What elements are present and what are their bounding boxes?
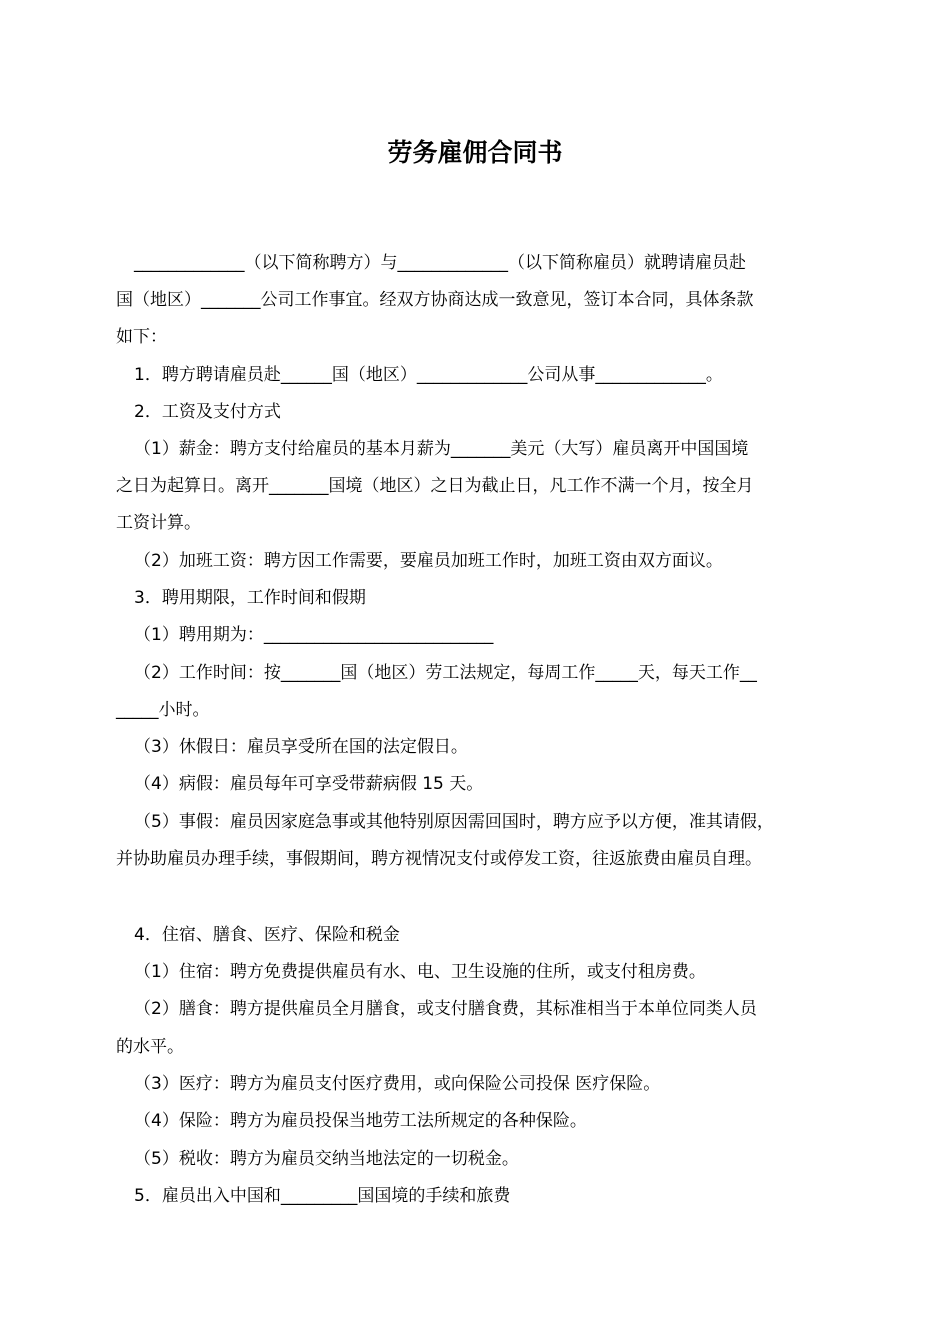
- clause-3-heading: 3．聘用期限，工作时间和假期: [134, 588, 366, 608]
- clause-1: 1．聘方聘请雇员赴______国（地区）_____________公司从事_____________。: [134, 365, 723, 385]
- clause-4-1: （1）住宿：聘方免费提供雇员有水、电、卫生设施的住所，或支付租房费。: [134, 962, 706, 982]
- clause-4-5: （5）税收：聘方为雇员交纳当地法定的一切税金。: [134, 1149, 519, 1169]
- clause-4-4: （4）保险：聘方为雇员投保当地劳工法所规定的各种保险。: [134, 1111, 587, 1131]
- clause-3-4: （4）病假：雇员每年可享受带薪病假 15 天。: [134, 774, 484, 794]
- clause-3-5-line-2: 并协助雇员办理手续，事假期间，聘方视情况支付或停发工资，往返旅费由雇员自理。: [116, 849, 762, 869]
- intro-line-1: _____________（以下简称聘方）与_____________（以下简称雇员）就聘请雇员赴: [134, 253, 746, 273]
- intro-line-2: 国（地区）_______公司工作事宜。经双方协商达成一致意见，签订本合同，具体条款: [116, 290, 754, 310]
- clause-4-2-line-2: 的水平。: [116, 1037, 184, 1057]
- clause-2-1-line-3: 工资计算。: [116, 513, 201, 533]
- clause-3-2-line-2: _____小时。: [116, 700, 210, 720]
- clause-2-heading: 2．工资及支付方式: [134, 402, 281, 422]
- clause-3-2-line-1: （2）工作时间：按_______国（地区）劳工法规定，每周工作_____天，每天工作__: [134, 663, 757, 683]
- document-title: 劳务雇佣合同书: [387, 138, 563, 167]
- clause-4-heading: 4．住宿、膳食、医疗、保险和税金: [134, 925, 400, 945]
- clause-2-1-line-1: （1）薪金：聘方支付给雇员的基本月薪为_______美元（大写）雇员离开中国国境: [134, 439, 749, 459]
- intro-line-3: 如下：: [116, 327, 167, 347]
- clause-3-5-line-1: （5）事假：雇员因家庭急事或其他特别原因需回国时，聘方应予以方便，准其请假，: [134, 812, 774, 832]
- clause-3-3: （3）休假日：雇员享受所在国的法定假日。: [134, 737, 468, 757]
- clause-2-2: （2）加班工资：聘方因工作需要，要雇员加班工作时，加班工资由双方面议。: [134, 551, 723, 571]
- clause-4-3: （3）医疗：聘方为雇员支付医疗费用，或向保险公司投保 医疗保险。: [134, 1074, 661, 1094]
- clause-5-heading: 5．雇员出入中国和_________国国境的手续和旅费: [134, 1186, 511, 1206]
- clause-2-1-line-2: 之日为起算日。离开_______国境（地区）之日为截止日，凡工作不满一个月，按全月: [116, 476, 754, 496]
- clause-4-2-line-1: （2）膳食：聘方提供雇员全月膳食，或支付膳食费，其标准相当于本单位同类人员: [134, 999, 757, 1019]
- clause-3-1: （1）聘用期为：___________________________: [134, 625, 494, 645]
